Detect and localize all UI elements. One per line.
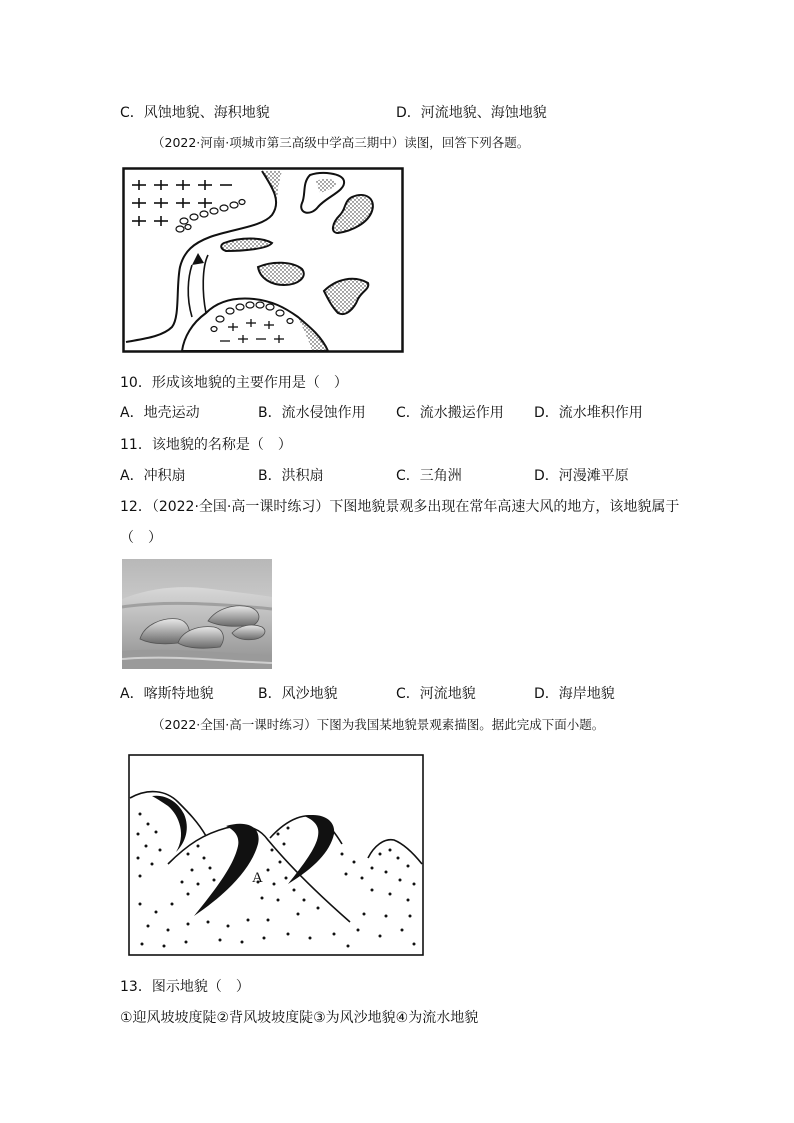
q12-option-d: D．海岸地貌 bbox=[534, 686, 615, 702]
q11-stem: 11．该地貌的名称是（ ） bbox=[120, 437, 292, 453]
q13-statements: ①迎风坡坡度陡②背风坡坡度陡③为风沙地貌④为流水地貌 bbox=[120, 1010, 479, 1026]
q12-stem-line2: （ ） bbox=[120, 530, 162, 546]
q12-option-c: C．河流地貌 bbox=[396, 686, 476, 702]
q11-option-a: A．冲积扇 bbox=[120, 468, 186, 484]
q12-option-a: A．喀斯特地貌 bbox=[120, 686, 214, 702]
q10-option-c: C．流水搬运作用 bbox=[396, 405, 504, 421]
q10-option-b: B．流水侵蚀作用 bbox=[258, 405, 366, 421]
q9-option-d: D．河流地貌、海蚀地貌 bbox=[396, 105, 547, 121]
yardang-landform-photo bbox=[122, 559, 272, 669]
q13-stem: 13．图示地貌（ ） bbox=[120, 979, 250, 995]
q11-option-d: D．河漫滩平原 bbox=[534, 468, 629, 484]
dune-label-a: A bbox=[252, 870, 263, 886]
barchan-dune-sketch bbox=[128, 754, 424, 956]
q9-option-c: C．风蚀地貌、海积地貌 bbox=[120, 105, 270, 121]
q10-option-a: A．地壳运动 bbox=[120, 405, 200, 421]
q11-option-c: C．三角洲 bbox=[396, 468, 462, 484]
group1-intro: （2022·河南·项城市第三高级中学高三期中）读图，回答下列各题。 bbox=[152, 135, 530, 150]
q11-option-b: B．洪积扇 bbox=[258, 468, 324, 484]
q12-option-b: B．风沙地貌 bbox=[258, 686, 338, 702]
group2-intro: （2022·全国·高一课时练习）下图为我国某地貌景观素描图。据此完成下面小题。 bbox=[152, 717, 605, 732]
delta-map-figure bbox=[122, 167, 404, 353]
q10-stem: 10．形成该地貌的主要作用是（ ） bbox=[120, 375, 348, 391]
q10-option-d: D．流水堆积作用 bbox=[534, 405, 643, 421]
q12-stem-line1: 12．（2022·全国·高一课时练习）下图地貌景观多出现在常年高速大风的地方，该地貌属于 bbox=[120, 499, 680, 515]
